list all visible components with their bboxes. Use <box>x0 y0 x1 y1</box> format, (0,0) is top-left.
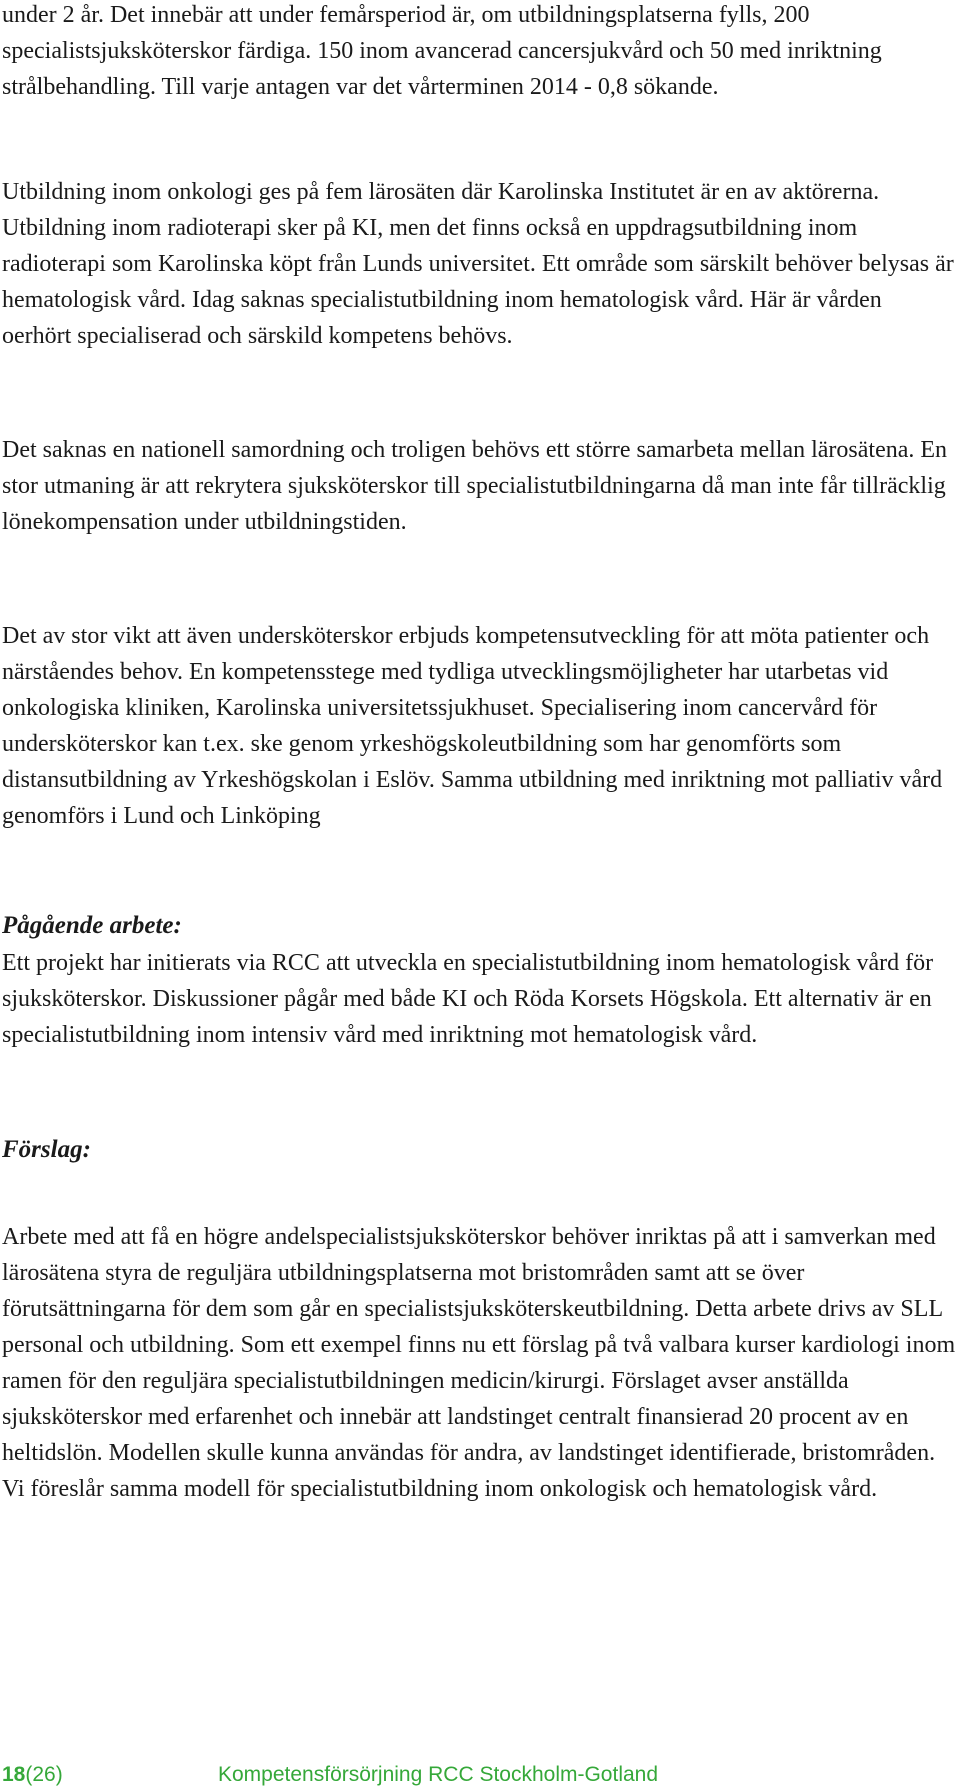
heading-forslag: Förslag: <box>2 1136 91 1163</box>
page-number-current: 18 <box>2 1763 26 1786</box>
heading-pagaende-arbete: Pågående arbete: <box>2 912 182 939</box>
paragraph-forslag: Arbete med att få en högre andelspecialistsjuksköterskor behöver inriktas på att i samverkan med lärosätena styra de reguljära utbildningsplatserna mot bristområden samt att se över förutsättningarna för dem som går en specialistsjuksköterskeutbildning. Detta arbete drivs av SLL personal och utbildning. Som ett exempel finns nu ett förslag på två valbara kurser kardiologi inom ramen för den reguljära specialistutbildningen medicin/kirurgi. Förslaget avser anställda sjuksköterskor med erfarenhet och innebär att landstinget centralt finansierad 20 procent av en heltidslön. Modellen skulle kunna användas för andra, av landstinget identifierade, bristområden. Vi föreslår samma modell för specialistutbildning inom onkologisk och hematologisk vård. <box>2 1224 956 1502</box>
paragraph-underskoterskor: Det av stor vikt att även undersköterskor erbjuds kompetensutveckling för att möta patienter och närståendes behov. En kompetensstege med tydliga utvecklingsmöjligheter har utarbetas vid onkologiska kliniken, Karolinska universitetssjukhuset. Specialisering inom cancervård för undersköterskor kan t.ex. ske genom yrkeshögskoleutbildning som har genomförts som distansutbildning av Yrkeshögskolan i Eslöv. Samma utbildning med inriktning mot palliativ vård genomförs i Lund och Linköping <box>2 623 943 829</box>
paragraph-pagaende: Ett projekt har initierats via RCC att utveckla en specialistutbildning inom hematologisk vård för sjuksköterskor. Diskussioner pågår med både KI och Röda Korsets Högskola. Ett alternativ är en specialistutbildning inom intensiv vård med inriktning mot hematologisk vård. <box>2 950 934 1048</box>
footer-title: Kompetensförsörjning RCC Stockholm-Gotland <box>218 1763 659 1786</box>
page-footer <box>2 1762 659 1788</box>
paragraph-onkologi: Utbildning inom onkologi ges på fem lärosäten där Karolinska Institutet är en av aktörerna. Utbildning inom radioterapi sker på KI, men det finns också en uppdragsutbildning inom radioterapi som Karolinska köpt från Lunds universitet. Ett område som särskilt behöver belysas är hematologisk vård. Idag saknas specialistutbildning inom hematologisk vård. Här är vården oerhört specialiserad och särskild kompetens behövs. <box>2 179 954 349</box>
paragraph-intro: under 2 år. Det innebär att under femårsperiod är, om utbildningsplatserna fylls, 200 specialistsjuksköterskor färdiga. 150 inom avancerad cancersjukvård och 50 med inriktning strålbehandling. Till varje antagen var det vårterminen 2014 - 0,8 sökande. <box>2 2 882 100</box>
paragraph-samordning: Det saknas en nationell samordning och troligen behövs ett större samarbeta mellan lärosätena. En stor utmaning är att rekrytera sjuksköterskor till specialistutbildningarna då man inte får tillräcklig lönekompensation under utbildningstiden. <box>2 437 948 535</box>
page-number-total: (26) <box>25 1763 63 1786</box>
